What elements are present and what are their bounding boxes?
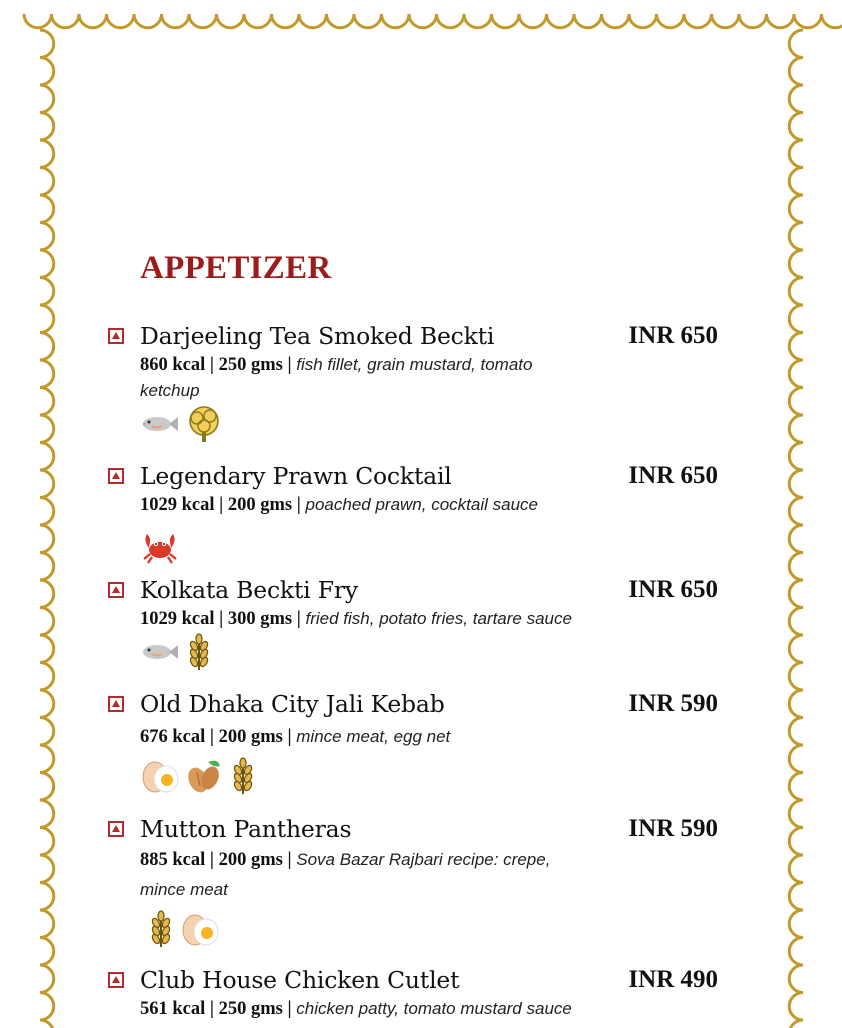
gluten-icon — [184, 632, 214, 672]
item-nutrition: 860 kcal | 250 gms | — [140, 355, 292, 375]
menu-item — [108, 322, 720, 444]
item-price: INR 590 — [628, 815, 718, 842]
item-price: INR 590 — [628, 690, 718, 717]
item-description — [140, 492, 660, 518]
item-ingredients: chicken patty, tomato mustard sauce — [291, 999, 572, 1018]
egg-icon — [140, 756, 180, 796]
non-veg-icon — [108, 821, 124, 837]
fish-icon — [140, 404, 180, 444]
allergen-icons — [140, 526, 720, 566]
item-name: Club House Chicken Cutlet — [140, 966, 460, 994]
non-veg-icon — [108, 696, 124, 712]
menu-item — [108, 462, 720, 566]
item-nutrition: 561 kcal | 250 gms | — [140, 999, 292, 1019]
item-price: INR 490 — [628, 966, 718, 993]
item-description — [140, 352, 550, 404]
allergen-icons — [140, 404, 720, 444]
non-veg-icon — [108, 972, 124, 988]
non-veg-icon — [108, 582, 124, 598]
item-description — [140, 996, 680, 1022]
item-ingredients: Sova Bazar Rajbari recipe: crepe, mince meat — [140, 850, 551, 899]
item-name: Mutton Pantheras — [140, 815, 352, 843]
item-nutrition: 1029 kcal | 300 gms | — [140, 609, 301, 629]
non-veg-icon — [108, 328, 124, 344]
allergen-icons — [146, 909, 720, 949]
item-nutrition: 1029 kcal | 200 gms | — [140, 495, 301, 515]
allergen-icons — [140, 632, 720, 672]
peanut-icon — [184, 756, 224, 796]
gluten-icon — [228, 756, 258, 796]
item-ingredients: fried fish, potato fries, tartare sauce — [300, 609, 572, 628]
gluten-icon — [146, 909, 176, 949]
section-title: APPETIZER — [140, 250, 332, 286]
item-name: Old Dhaka City Jali Kebab — [140, 690, 445, 718]
crustacean-icon — [140, 526, 180, 566]
non-veg-icon — [108, 468, 124, 484]
item-price: INR 650 — [628, 462, 718, 489]
menu-item — [108, 690, 720, 796]
item-price: INR 650 — [628, 576, 718, 603]
tree-nut-icon — [184, 404, 224, 444]
item-name: Darjeeling Tea Smoked Beckti — [140, 322, 495, 350]
item-name: Kolkata Beckti Fry — [140, 576, 358, 604]
menu-item — [108, 576, 720, 672]
item-name: Legendary Prawn Cocktail — [140, 462, 452, 490]
item-description — [140, 606, 680, 632]
item-description — [140, 724, 660, 750]
item-description — [140, 845, 570, 905]
item-ingredients: fish fillet, grain mustard, tomato ketchup — [140, 355, 533, 400]
allergen-icons — [140, 756, 720, 796]
item-ingredients: mince meat, egg net — [291, 727, 451, 746]
menu-item — [108, 815, 720, 949]
menu-item — [108, 966, 720, 1022]
egg-icon — [180, 909, 220, 949]
item-nutrition: 676 kcal | 200 gms | — [140, 727, 292, 747]
item-nutrition: 885 kcal | 200 gms | — [140, 850, 292, 870]
item-price: INR 650 — [628, 322, 718, 349]
item-ingredients: poached prawn, cocktail sauce — [300, 495, 538, 514]
fish-icon — [140, 632, 180, 672]
